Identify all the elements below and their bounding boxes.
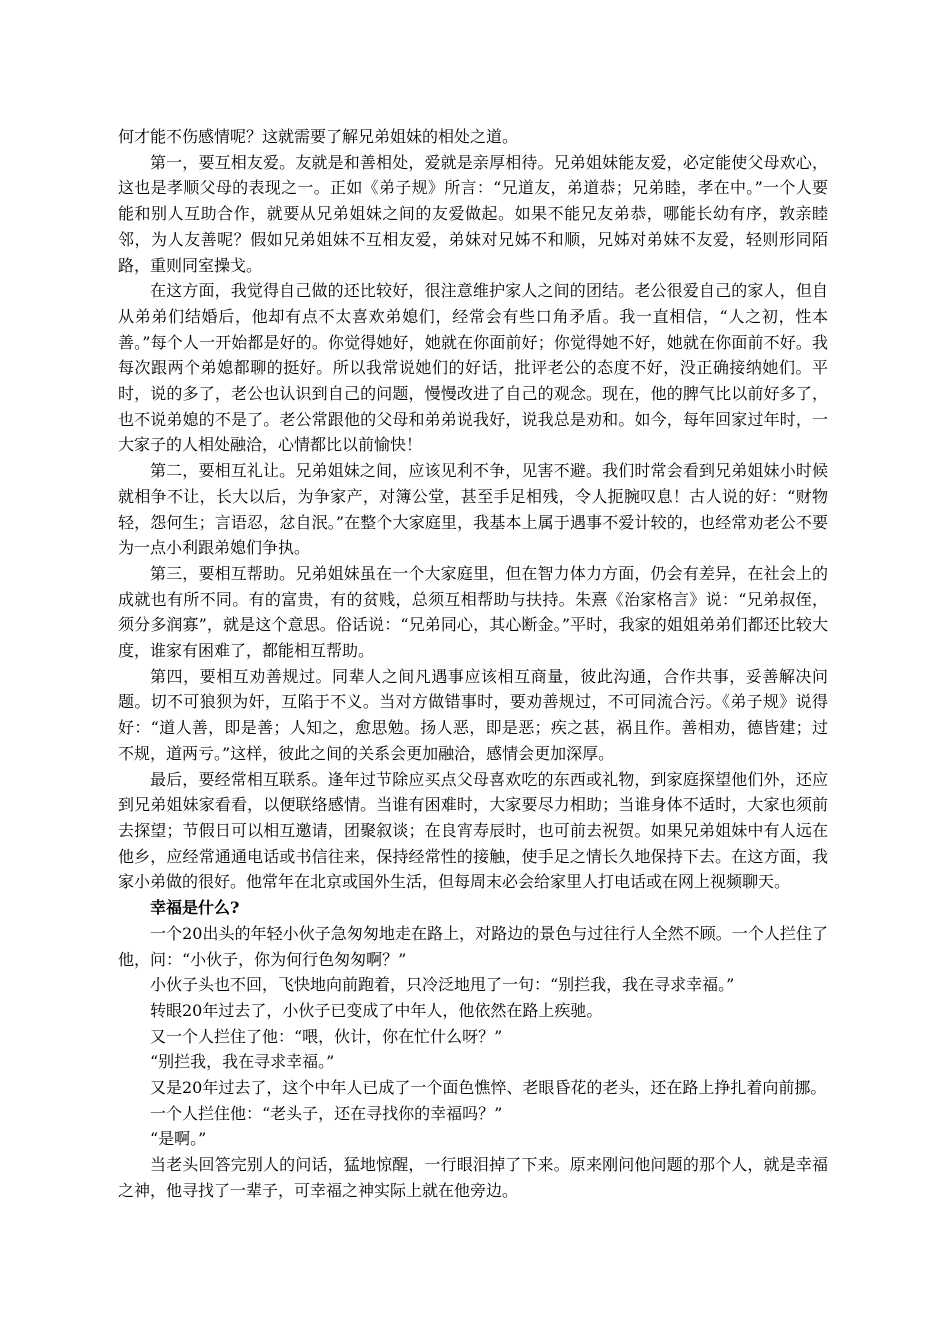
paragraph: 一个人拦住他：“老头子，还在寻找你的幸福吗？” <box>150 1103 503 1123</box>
paragraph: 第二，要相互礼让。兄弟姐妹之间，应该见利不争，见害不避。我们时常会看到兄弟姐妹小时候就相争不让，长大以后，为争家产，对簿公堂，甚至手足相残，令人扼腕叹息！古人说的好：“财物轻，怨何生；言语忍，忿自泯。”在整个大家庭里，我基本上属于遇事不爱计较的，也经常劝老公不要为一点小利跟弟媳们争执。 <box>118 461 828 558</box>
paragraph: 一个20出头的年轻小伙子急匆匆地走在路上，对路边的景色与过往行人全然不顾。一个人拦住了他，问：“小伙子，你为何行色匆匆啊？” <box>118 923 828 969</box>
paragraph: “是啊。” <box>150 1129 207 1149</box>
paragraph: 何才能不伤感情呢？这就需要了解兄弟姐妹的相处之道。 <box>118 127 519 146</box>
paragraph: 第一，要互相友爱。友就是和善相处，爱就是亲厚相待。兄弟姐妹能友爱，必定能使父母欢心，这也是孝顺父母的表现之一。正如《弟子规》所言：“兄道友，弟道恭；兄弟睦，孝在中。”一个人要能和别人互助合作，就要从兄弟姐妹之间的友爱做起。如果不能兄友弟恭，哪能长幼有序，敦亲睦邻，为人友善呢？假如兄弟姐妹不互相友爱，弟妹对兄姊不和顺，兄姊对弟妹不友爱，轻则形同陌路，重则同室操戈。 <box>118 152 828 275</box>
paragraph: 又一个人拦住了他：“喂，伙计，你在忙什么呀？” <box>150 1026 503 1046</box>
paragraph: 第三，要相互帮助。兄弟姐妹虽在一个大家庭里，但在智力体力方面，仍会有差异，在社会上的成就也有所不同。有的富贵，有的贫贱，总须互相帮助与扶持。朱熹《治家格言》说：“兄弟叔侄，须分多润寡”，就是这个意思。俗话说：“兄弟同心，其心断金。”平时，我家的姐姐弟弟们都还比较大度，谁家有困难了，都能相互帮助。 <box>118 563 828 661</box>
paragraph: 在这方面，我觉得自己做的还比较好，很注意维护家人之间的团结。老公很爱自己的家人，但自从弟弟们结婚后，他却有点不太喜欢弟媳们，经常会有些口角矛盾。我一直相信，“人之初，性本善。”每个人一开始都是好的。你觉得她好，她就在你面前好；你觉得她不好，她就在你面前不好。我每次跟两个弟媳都聊的挺好。所以我常说她们的好话，批评老公的态度不好，没正确接纳她们。平时，说的多了，老公也认识到自己的问题，慢慢改进了自己的观念。现在，他的脾气比以前好多了，也不说弟媳的不是了。老公常跟他的父母和弟弟说我好，说我总是劝和。如今，每年回家过年时，一大家子的人相处融洽，心情都比以前愉快！ <box>118 281 828 455</box>
section-heading: 幸福是什么? <box>150 898 240 918</box>
paragraph: 最后，要经常相互联系。逢年过节除应买点父母喜欢吃的东西或礼物，到家庭探望他们外，还应到兄弟姐妹家看看，以便联络感情。当谁有困难时，大家要尽力相助；当谁身体不适时，大家也须前去探望；节假日可以相互邀请，团聚叙谈；在良宵寿辰时，也可前去祝贺。如果兄弟姐妹中有人远在他乡，应经常通通电话或书信往来，保持经常性的接触，使手足之情长久地保持下去。在这方面，我家小弟做的很好。他常年在北京或国外生活，但每周末必会给家里人打电话或在网上视频聊天。 <box>118 769 828 892</box>
paragraph: 又是20年过去了，这个中年人已成了一个面色憔悴、老眼昏花的老头，还在路上挣扎着向前挪。 <box>150 1078 827 1098</box>
document-page <box>118 124 828 1204</box>
paragraph: “别拦我，我在寻求幸福。” <box>150 1052 335 1072</box>
paragraph: 第四，要相互劝善规过。同辈人之间凡遇事应该相互商量，彼此沟通，合作共事，妥善解决问题。切不可狼狈为奸，互陷于不义。当对方做错事时，要劝善规过，不可同流合污。《弟子规》说得好：“道人善，即是善；人知之，愈思勉。扬人恶，即是恶；疾之甚，祸且作。善相劝，德皆建；过不规，道两亏。”这样，彼此之间的关系会更加融洽，感情会更加深厚。 <box>118 666 828 763</box>
paragraph: 小伙子头也不回，飞快地向前跑着，只冷泛地甩了一句：“别拦我，我在寻求幸福。” <box>150 975 735 995</box>
paragraph: 当老头回答完别人的问话，猛地惊醒，一行眼泪掉了下来。原来刚问他问题的那个人，就是幸福之神，他寻找了一辈子，可幸福之神实际上就在他旁边。 <box>118 1155 828 1200</box>
article-siblings <box>118 124 828 895</box>
article-happiness <box>118 895 828 1203</box>
paragraph: 转眼20年过去了，小伙子已变成了中年人，他依然在路上疾驰。 <box>150 1000 603 1020</box>
